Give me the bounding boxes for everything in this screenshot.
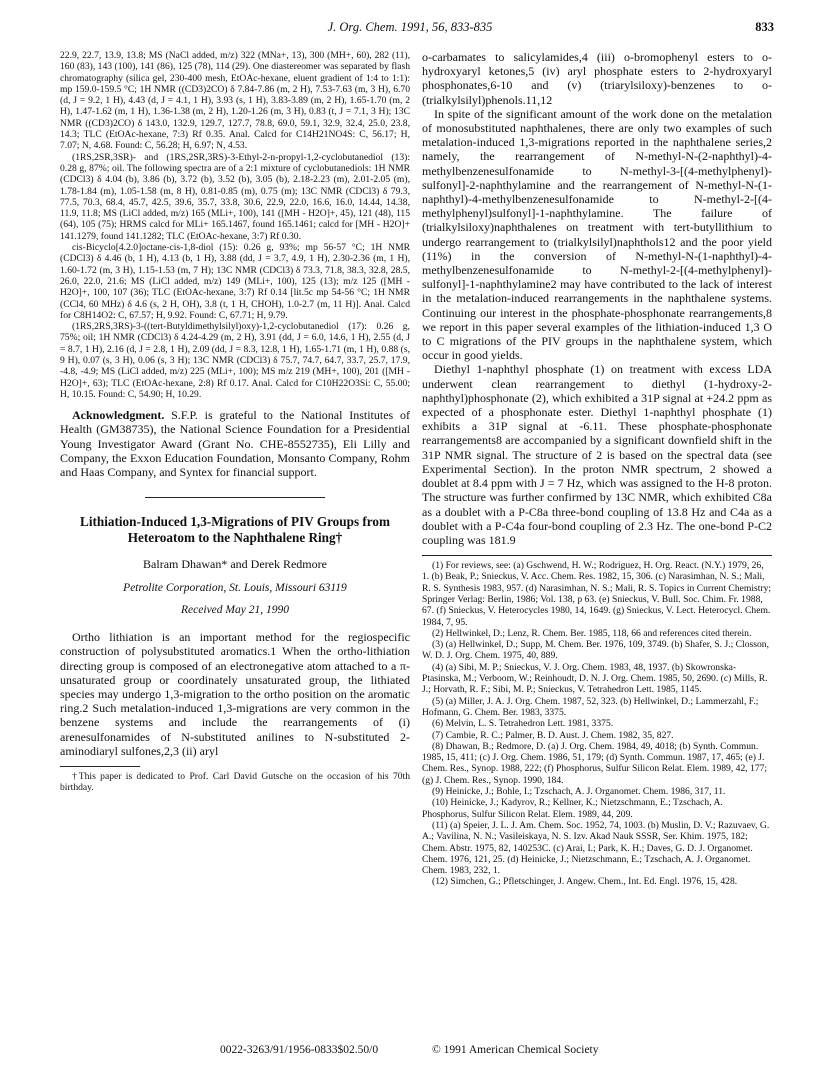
experimental-paragraph: cis-Bicyclo[4.2.0]octane-cis-1,8-diol (15): 0.26 g, 93%; mp 56-57 °C; 1H NMR (CDCl3) δ 4.46 (b, 1 H), 4.13 (b, 1 H), 3.88 (dd, J = 3.7, 4.9, 1 H), 2.30-2.36 (m, 1 H), 1.60-1.72 (m, 3 H), 1.15-1.53 (m, 7 H); 13C NMR (CDCl3) δ 73.3, 71.8, 38.3, 32.8, 28.5, 26.0, 22.0, 21.6; MS (LiCl added, m/z) 149 (MLi+, 100), 125 (13); m/z 125 ([MH - H2O]+, 100, 107 (36); TLC (EtOAc-hexane, 3:7) Rf 0.14 [lit.5c mp 54-56 °C; 1H NMR (CCl4, 60 MHz) δ 4.6 (s, 2 H, OH), 3.8 (t, 1 H, CHOH), 1.0-2.7 (m, 11 H)]. Anal. Calcd for C8H14O2: C, 67.57; H, 9.92. Found: C, 67.71; H, 9.79.	[60, 242, 410, 321]
reference-item: (11) (a) Speier, J. L. J. Am. Chem. Soc. 1952, 74, 1003. (b) Muslin, D. V.; Razuvaev, G. A.; Vavilina, N. N.; Vasileiskaya, N. S. Izv. Akad Nauk SSSR, Ser. Khim. 1975, 182; Chem. Abstr. 1975, 82, 140253C. (c) Arai, I.; Park, K. H.; Daves, G. D. J. Organomet. Chem. 1976, 121, 25. (d) Heinicke, J.; Nietzschmann, E.; Tzschach, A. J. Organomet. Chem. 1983, 232, 1.	[422, 819, 770, 877]
right-column	[422, 50, 772, 888]
body-paragraph: o-carbamates to salicylamides,4 (iii) o-bromophenyl esters to o-hydroxyaryl ketones,5 (iv) aryl phosphate esters to 2-hydroxyaryl phosphonates,6-10 and (v) (triarylsiloxy)-benzenes to o-(trialkylsilyl)phenols.11,12	[422, 50, 772, 107]
article-title: Lithiation-Induced 1,3-Migrations of PIV Groups from Heteroatom to the Naphthalene Ring†	[80, 514, 390, 545]
reference-item: (3) (a) Hellwinkel, D.; Supp, M. Chem. Ber. 1976, 109, 3749. (b) Shafer, S. J.; Closson, W. D. J. Org. Chem. 1975, 40, 889.	[422, 639, 769, 662]
acknowledgment-label: Acknowledgment.	[72, 408, 165, 423]
reference-item: (1) For reviews, see: (a) Gschwend, H. W.; Rodriguez, H. Org. React. (N.Y.) 1979, 26, 1. (b) Beak, P.; Snieckus, V. Acc. Chem. Res. 1982, 15, 306. (c) Narasimhan, N. S.; Mali, R. S. Synthesis 1983, 957. (d) Narasimhan, N. S.; Mali, R. S. Topics in Current Chemistry; Springer Verlag: Berlin, 1986; Vol. 138, p 63. (e) Snieckus, V. Bull. Soc. Chim. Fr. 1988, 67. (f) Snieckus, V. Heterocycles 1980, 14, 1649. (g) Snieckus, V. Lect. Heterocycl. Chem. 1984, 7, 95.	[422, 560, 772, 628]
running-header	[0, 20, 820, 38]
article-code: 0022-3263/91/1956-0833$02.50/0	[220, 1044, 379, 1056]
references-divider	[422, 555, 772, 556]
authors: Balram Dhawan* and Derek Redmore	[143, 557, 327, 572]
left-column	[60, 50, 410, 794]
body-paragraph: Diethyl 1-naphthyl phosphate (1) on treatment with excess LDA underwent clean rearrangement to diethyl (1-hydroxy-2-naphthyl)phosphonate (2), which exhibited a 31P signal at +24.2 ppm as expected of a phosphonate ester. Diethyl 1-naphthyl phosphate (1) exhibits a 31P signal at -6.11. These phosphate-phosphonate rearrangements8 are accompanied by a significant downfield shift in the 31P NMR signal. The structure of 2 is based on the spectral data (see Experimental Section). In the proton NMR spectrum, 2 showed a doublet at 8.4 ppm with J = 7 Hz, which was assigned to the H-8 proton. The structure was further confirmed by 13C NMR, which exhibited C8a as a doublet with a P-C8a three-bond coupling of 13.8 Hz and C4a as a doublet with a P-C4a four-bond coupling of 2.3 Hz. The one-bond P-C2 coupling was 181.9	[422, 362, 772, 547]
reference-item: (10) Heinicke, J.; Kadyrov, R.; Kellner, K.; Nietzschmann, E.; Tzschach, A. Phosphorus, Sulfur Silicon Relat. Elem. 1989, 44, 209.	[422, 797, 723, 820]
reference-item: (6) Melvin, L. S. Tetrahedron Lett. 1981, 3375.	[432, 718, 614, 730]
body-paragraph: In spite of the significant amount of the work done on the metalation of monosubstituted naphthalenes, there are only two examples of such metalation-induced 1,3-migrations reported in the naphthalene series,2 namely, the rearrangement of N-methyl-N-(2-naphthyl)-4-methylbenzenesulfonamide to N-methyl-3-[(4-methylphenyl)-sulfonyl]-2-naphthylamine and the rearrangement of N-methyl-N-(1-naphthyl)-4-methylbenzenesulfonamide to N-methyl-2-[(4-methylphenyl)sulfonyl]-1-naphthylamine. The failure of (trialkylsiloxy)naphthalenes on treatment with tert-butyllithium to undergo rearrangement to (trialkylsilyl)naphthols12 and the poor yield (11%) in the conversion of N-methyl-N-(1-naphthyl)-4-methylbenzenesulfonamide to N-methyl-2-[(4-methylphenyl)-sulfonyl]-1-naphthylamine2 may have contributed to the lack of interest in the metalation-induced rearrangements in the naphthalene systems. Continuing our interest in the phosphate-phosphonate rearrangements,8 we report in this paper several examples of the lithiation-induced 1,3 O to C migrations of the PIV groups in the naphthalene system, which occur in good yields.	[422, 106, 772, 363]
reference-item: (4) (a) Sibi, M. P.; Snieckus, V. J. Org. Chem. 1983, 48, 1937. (b) Skowronska-Ptasinska, M.; Verboom, W.; Reinhoudt, D. N. J. Org. Chem. 1985, 50, 2690. (c) Mills, R. J.; Horvath, R. F.; Sibi, M. P.; Snieckus, V. Tetrahedron Lett. 1985, 1145.	[422, 661, 768, 696]
reference-item: (9) Heinicke, J.; Bohle, I.; Tzschach, A. J. Organomet. Chem. 1986, 317, 11.	[432, 786, 726, 798]
reference-item: (12) Simchen, G.; Pfletschinger, J. Angew. Chem., Int. Ed. Engl. 1976, 15, 428.	[432, 876, 738, 888]
reference-item: (7) Cambie, R. C.; Palmer, B. D. Aust. J. Chem. 1982, 35, 827.	[432, 729, 674, 741]
acknowledgment	[60, 408, 410, 479]
dedication-footnote: †This paper is dedicated to Prof. Carl David Gutsche on the occasion of his 70th birthday.	[60, 771, 410, 794]
page-number: 833	[755, 20, 774, 34]
section-divider	[145, 497, 325, 498]
received-date: Received May 21, 1990	[181, 604, 289, 617]
reference-item: (2) Hellwinkel, D.; Lenz, R. Chem. Ber. 1985, 118, 66 and references cited therein.	[432, 627, 752, 639]
acknowledgment-text: S.F.P. is grateful to the National Institutes of Health (GM38735), the National Science Foundation for a Presidential Young Investigator Award (Grant No. CHE-8552735), Eli Lilly and Company, the Exxon Education Foundation, Monsanto Company, Rohm and Haas Company, and Syntex for financial support.	[60, 408, 411, 480]
reference-list	[422, 560, 772, 888]
experimental-paragraph: 22.9, 22.7, 13.9, 13.8; MS (NaCl added, m/z) 322 (MNa+, 13), 300 (MH+, 60), 282 (11), 160 (83), 143 (100), 141 (86), 125 (78), 114 (29). One diastereomer was separated by flash chromatography (silica gel, 230-400 mesh, EtOAc-hexane, eluent gradient of 1:4 to 1:1): mp 159.0-159.5 °C; 1H NMR ((CD3)2CO) δ 7.84-7.86 (m, 2 H), 7.53-7.63 (m, 3 H), 6.70 (d, J = 9.2, 1 H), 4.43 (d, J = 4.1, 1 H), 3.93 (s, 1 H), 3.83-3.89 (m, 2 H), 1.65-1.70 (m, 2 H), 1.47-1.62 (m, 1 H), 1.36-1.38 (m, 2 H), 1.20-1.26 (m, 3 H), 0.83 (t, J = 7.1, 3 H); 13C NMR ((CD3)2CO) δ 143.0, 132.9, 129.7, 127.7, 78.8, 69.0, 59.1, 32.9, 32.4, 25.0, 23.8, 14.3; TLC (EtOAc-hexane, 7:3) Rf 0.35. Anal. Calcd for C14H21NO4S: C, 56.17; H, 7.07; N, 4.68. Found: C, 56.28; H, 6.97; N, 4.53.	[60, 50, 410, 152]
reference-item: (5) (a) Miller, J. A. J. Org. Chem. 1987, 52, 323. (b) Hellwinkel, D.; Lammerzahl, F.; Hofmann, G. Chem. Ber. 1983, 3375.	[422, 695, 759, 718]
affiliation: Petrolite Corporation, St. Louis, Missouri 63119	[123, 582, 347, 595]
reference-item: (8) Dhawan, B.; Redmore, D. (a) J. Org. Chem. 1984, 49, 4018; (b) Synth. Commun. 1985, 15, 411; (c) J. Org. Chem. 1986, 51, 179; (d) Synth. Commun. 1987, 17, 465; (e) J. Chem. Res., Synop. 1988, 222; (f) Phosphorus, Sulfur Silicon Relat. Elem. 1989, 42, 177; (g) J. Chem. Res., Synop. 1990, 184.	[422, 740, 768, 786]
experimental-paragraph: (1RS,2RS,3RS)-3-((tert-Butyldimethylsilyl)oxy)-1,2-cyclobutanediol (17): 0.26 g, 75%; oil; 1H NMR (CDCl3) δ 4.24-4.29 (m, 2 H), 3.91 (dd, J = 6.0, 14.6, 1 H), 2.55 (d, J = 8.7, 1 H), 2.16 (d, J = 2.8, 1 H), 2.09 (dd, J = 8.3, 12.8, 1 H), 1.65-1.71 (m, 1 H), 0.88 (s, 9 H), 0.07 (s, 3 H), 0.06 (s, 3 H); 13C NMR (CDCl3) δ 75.7, 74.7, 64.7, 33.7, 25.7, 17.9, -4.8, -4.9; MS (LiCl added, m/z) 225 (MLi+, 100); MS m/z 219 (MH+, 100), 201 ([MH - H2O]+, 63); TLC (EtOAc-hexane, 2:8) Rf 0.17. Anal. Calcd for C10H22O3Si: C, 55.00; H, 10.15. Found: C, 54.90; H, 10.29.	[60, 321, 410, 400]
footnote-divider	[60, 766, 140, 767]
intro-paragraph: Ortho lithiation is an important method for the regiospecific construction of polysubstituted aromatics.1 When the ortho-lithiation directing group is composed of an electronegative atom attached to a π-unsaturated group or coordinately unsaturated group, the lithiated species may undergo 1,3-migration to the ortho position on the aromatic ring.2 Such metalation-induced 1,3-migrations are very common in the benzene systems and include the rearrangements of (i) arenesulfonamides of N-substituted anilines to N-substituted 2-aminodiaryl sulfones,2,3 (ii) aryl	[60, 630, 410, 758]
experimental-paragraph: (1RS,2SR,3SR)- and (1RS,2SR,3RS)-3-Ethyl-2-n-propyl-1,2-cyclobutanediol (13): 0.28 g, 87%; oil. The following spectra are of a 2:1 mixture of cyclobutanediols: 1H NMR (CDCl3) δ 4.04 (b), 3.86 (b), 3.72 (b), 3.52 (b), 3.05 (b), 2.18-2.23 (m), 2.01-2.05 (m), 1.78-1.84 (m), 1.05-1.58 (m, 8 H), 0.81-0.85 (m), 0.75 (m); 13C NMR (CDCl3) δ 79.3, 77.5, 70.3, 68.4, 45.7, 42.5, 39.6, 35.7, 33.8, 30.6, 22.9, 22.0, 16.6, 16.0, 14.44, 14.38, 11.9, 11.8; MS (LiCl added, m/z) 165 (MLi+, 100), 141 ([MH - H2O]+, 45), 121 (48), 115 (64), 105 (75); HRMS calcd for MLi+ 165.1467, found 165.1461; calcd for [MH - H2O]+ 141.1279, found 141.1282; TLC (EtOAc-hexane, 3:7) Rf 0.30.	[60, 151, 410, 242]
copyright: © 1991 American Chemical Society	[432, 1044, 599, 1056]
journal-citation: J. Org. Chem. 1991, 56, 833-835	[327, 20, 493, 34]
